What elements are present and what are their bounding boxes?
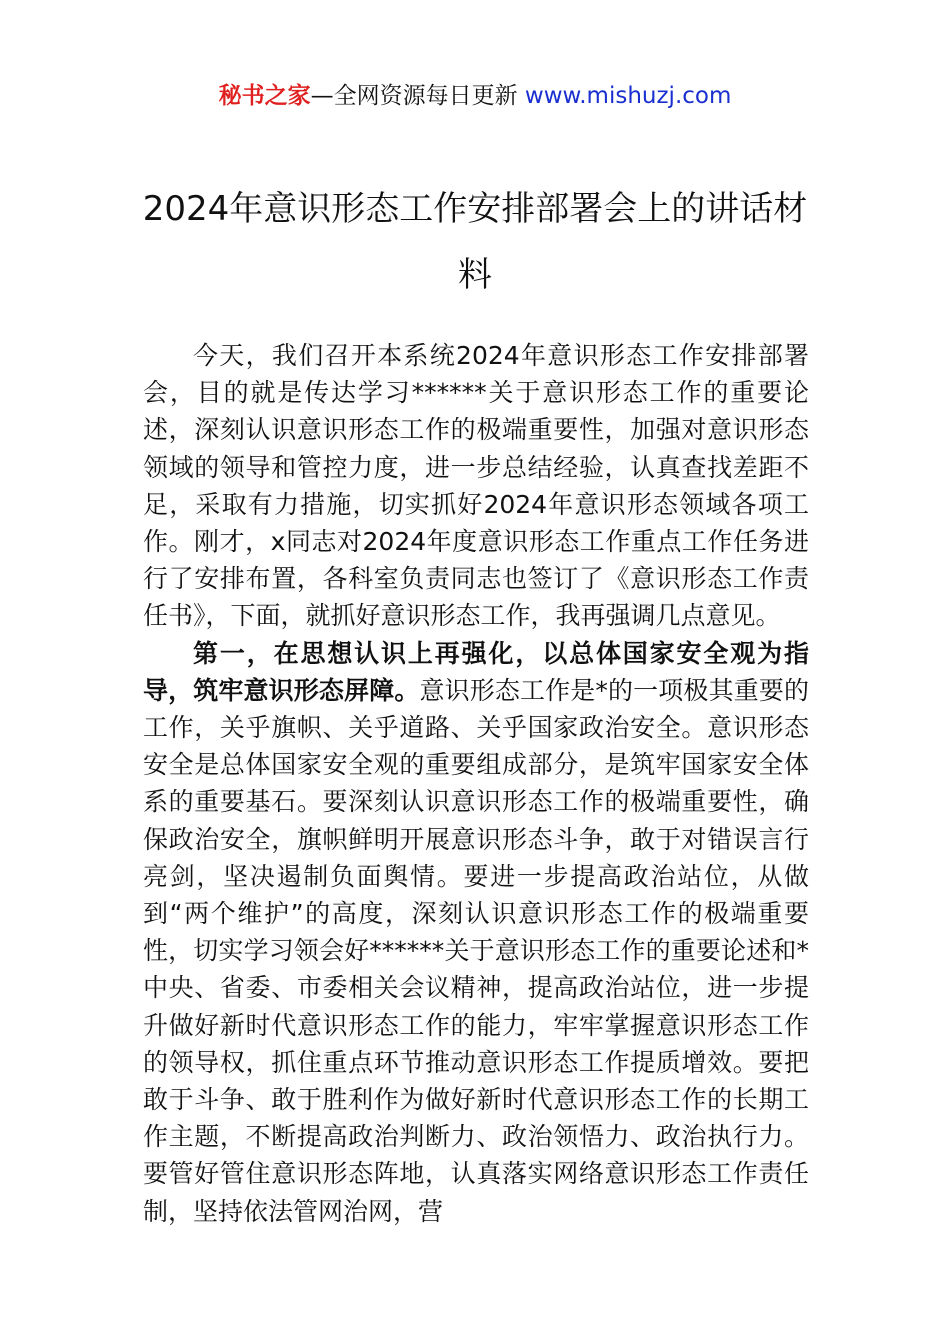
site-url-link[interactable]: www.mishuzj.com [524,83,732,109]
paragraph-lead-heading: 第一，在思想认识上再强化，以总体国家安全观为指导，筑牢意识形态屏障。 [143,638,809,705]
body-paragraph-1 [143,337,809,635]
document-title: 2024年意识形态工作安排部署会上的讲话材料 [142,189,808,295]
paragraph-text: 今天，我们召开本系统2024年意识形态工作安排部署会，目的就是传达学习******关于意识形态工作的重要论述，深刻认识意识形态工作的极端重要性，加强对意识形态领域的领导和管控力度，进一步总结经验，认真查找差距不足，采取有力措施，切实抓好2024年意识形态领域各项工作。刚才，x同志对2024年度意识形态工作重点工作任务进行了安排布置，各科室负责同志也签订了《意识形态工作责任书》，下面，就抓好意识形态工作，我再强调几点意见。 [143,341,809,631]
site-tagline: —全网资源每日更新 [310,83,518,109]
body-paragraph-2 [143,635,809,1230]
paragraph-text: 意识形态工作是*的一项极其重要的工作，关乎旗帜、关乎道路、关乎国家政治安全。意识形态安全是总体国家安全观的重要组成部分，是筑牢国家安全体系的重要基石。要深刻认识意识形态工作的极端重要性，确保政治安全，旗帜鲜明开展意识形态斗争，敢于对错误言行亮剑，坚决遏制负面舆情。要进一步提高政治站位，从做到“两个维护”的高度，深刻认识意识形态工作的极端重要性，切实学习领会好******关于意识形态工作的重要论述和*中央、省委、市委相关会议精神，提高政治站位，进一步提升做好新时代意识形态工作的能力，牢牢掌握意识形态工作的领导权，抓住重点环节推动意识形态工作提质增效。要把敢于斗争、敢于胜利作为做好新时代意识形态工作的长期工作主题，不断提高政治判断力、政治领悟力、政治执行力。要管好管住意识形态阵地，认真落实网络意识形态工作责任制，坚持依法管网治网，营 [143,675,809,1226]
document-body [143,337,809,1230]
site-header [0,80,950,112]
site-brand: 秘书之家 [218,83,311,109]
